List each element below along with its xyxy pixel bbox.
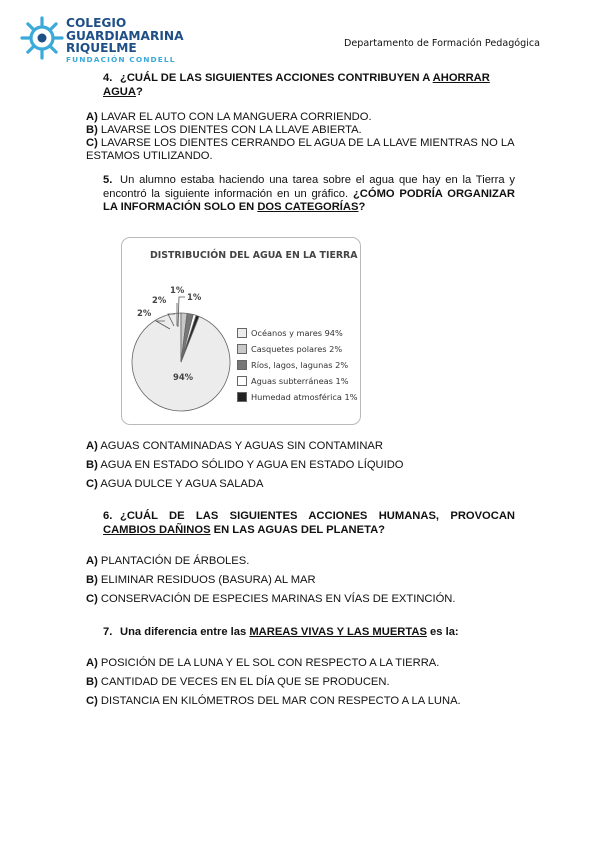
legend-swatch bbox=[237, 360, 247, 370]
legend-swatch bbox=[237, 376, 247, 386]
q5-option-a: A) AGUAS CONTAMINADAS Y AGUAS SIN CONTAMINAR bbox=[86, 440, 383, 452]
foundation-name: FUNDACIÓN CONDELL bbox=[66, 55, 176, 64]
chart-legend bbox=[237, 325, 358, 405]
question-6: 6. ¿CUÁL DE LAS SIGUIENTES ACCIONES HUMANAS, PROVOCAN CAMBIOS DAÑINOS EN LAS AGUAS DEL PLANETA? bbox=[103, 510, 515, 536]
pie-label-oceanos: 94% bbox=[173, 372, 194, 382]
q4-option-c: C) LAVARSE LOS DIENTES CERRANDO EL AGUA DE LA LLAVE MIENTRAS NO LA ESTAMOS UTILIZANDO. bbox=[86, 137, 514, 162]
q6-option-c: C) CONSERVACIÓN DE ESPECIES MARINAS EN VÍAS DE EXTINCIÓN. bbox=[86, 593, 456, 605]
legend-item: Ríos, lagos, lagunas 2% bbox=[237, 357, 358, 373]
q6-option-b: B) ELIMINAR RESIDUOS (BASURA) AL MAR bbox=[86, 574, 316, 586]
legend-swatch bbox=[237, 328, 247, 338]
question-number: 4. bbox=[103, 72, 113, 84]
logo-line-1: COLEGIO bbox=[66, 16, 127, 30]
chart-title: DISTRIBUCIÓN DEL AGUA EN LA TIERRA bbox=[150, 250, 358, 261]
q6-option-a: A) PLANTACIÓN DE ÁRBOLES. bbox=[86, 555, 250, 567]
school-name bbox=[66, 17, 184, 55]
legend-item: Océanos y mares 94% bbox=[237, 325, 358, 341]
legend-item: Humedad atmosférica 1% bbox=[237, 389, 358, 405]
pie-label-subterraneas: 1% bbox=[170, 285, 185, 295]
question-number: 7. bbox=[103, 626, 113, 638]
logo-line-3: RIQUELME bbox=[66, 41, 137, 56]
legend-item: Casquetes polares 2% bbox=[237, 341, 358, 357]
question-number: 6. bbox=[103, 510, 113, 522]
q7-option-a: A) POSICIÓN DE LA LUNA Y EL SOL CON RESPECTO A LA TIERRA. bbox=[86, 657, 440, 669]
legend-item: Aguas subterráneas 1% bbox=[237, 373, 358, 389]
q4-option-a: A) LAVAR EL AUTO CON LA MANGUERA CORRIENDO. bbox=[86, 111, 372, 123]
q7-option-c: C) DISTANCIA EN KILÓMETROS DEL MAR CON RESPECTO A LA LUNA. bbox=[86, 695, 461, 707]
department-label: Departamento de Formación Pedagógica bbox=[344, 38, 541, 49]
question-7: 7. Una diferencia entre las MAREAS VIVAS Y LAS MUERTAS es la: bbox=[103, 626, 459, 638]
legend-swatch bbox=[237, 344, 247, 354]
question-4: 4. ¿CUÁL DE LAS SIGUIENTES ACCIONES CONTRIBUYEN A AHORRAR AGUA? bbox=[103, 72, 490, 98]
question-number: 5. bbox=[103, 174, 113, 186]
pie-label-rios: 2% bbox=[137, 308, 152, 318]
q4-option-b: B) LAVARSE LOS DIENTES CON LA LLAVE ABIERTA. bbox=[86, 124, 362, 136]
pie-label-casquetes: 2% bbox=[152, 295, 167, 305]
q5-option-c: C) AGUA DULCE Y AGUA SALADA bbox=[86, 478, 264, 490]
pie-label-humedad: 1% bbox=[187, 292, 202, 302]
legend-swatch bbox=[237, 392, 247, 402]
question-5: 5. Un alumno estaba haciendo una tarea sobre el agua que hay en la Tierra y encontró la siguiente información en un gráfico. ¿CÓMO PODRÍA ORGANIZAR LA INFORMACIÓN SOLO EN DOS CATEGORÍAS? bbox=[103, 174, 515, 214]
school-logo-icon bbox=[20, 16, 64, 60]
logo-line-2: GUARDIAMARINA bbox=[66, 28, 184, 43]
q5-option-b: B) AGUA EN ESTADO SÓLIDO Y AGUA EN ESTADO LÍQUIDO bbox=[86, 459, 404, 471]
q7-option-b: B) CANTIDAD DE VECES EN EL DÍA QUE SE PRODUCEN. bbox=[86, 676, 390, 688]
